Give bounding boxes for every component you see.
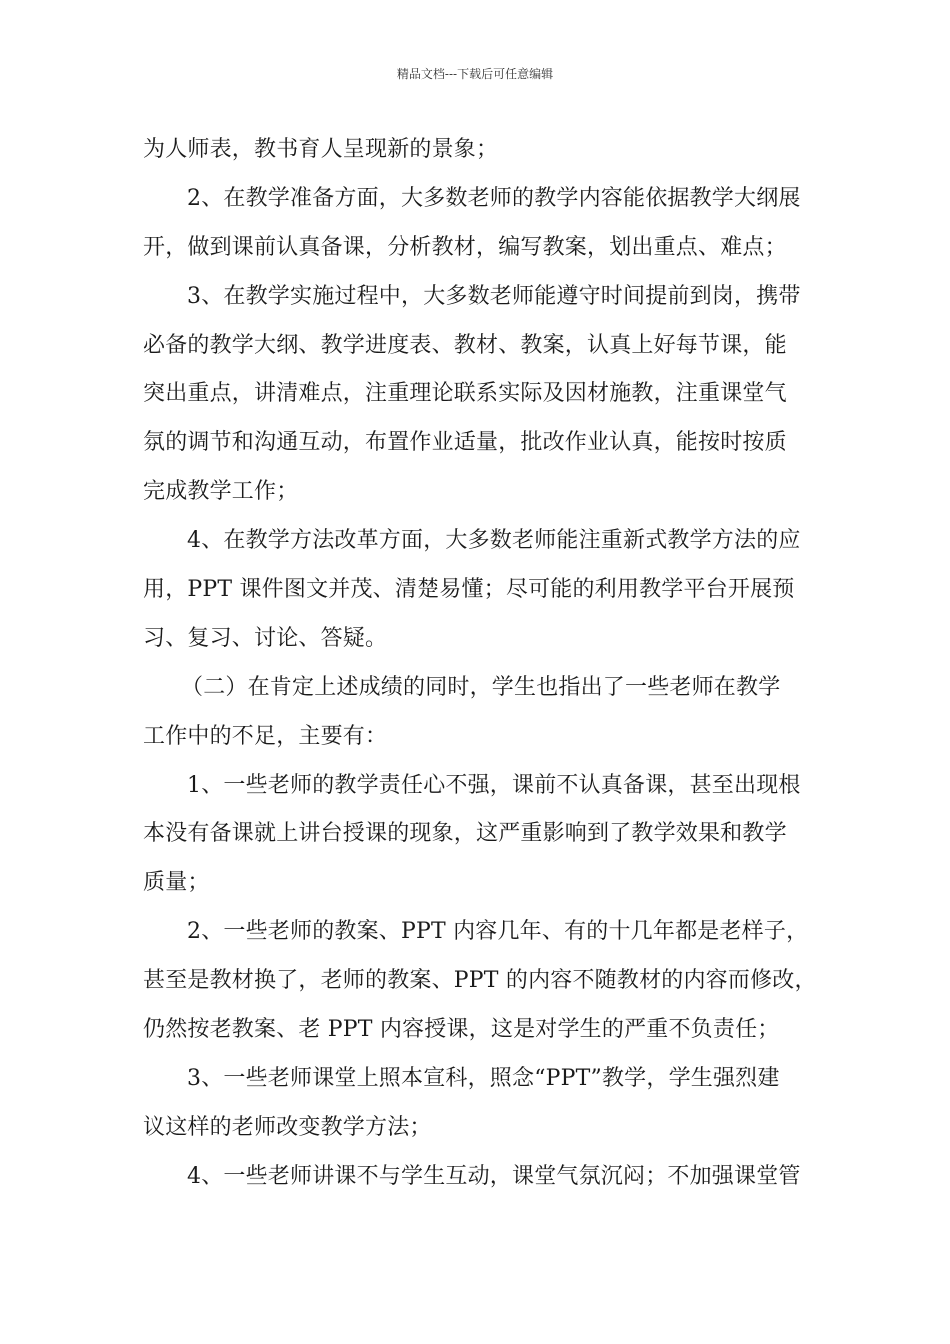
page-header: 精品文档---下载后可任意编辑 bbox=[396, 67, 554, 81]
section-heading: （二）在肯定上述成绩的同时，学生也指出了一些老师在教学 bbox=[181, 674, 781, 700]
text-line: 质量； bbox=[143, 870, 210, 896]
text-line: 3、在教学实施过程中，大多数老师能遵守时间提前到岗，携带 bbox=[187, 283, 801, 309]
text-line: 氛的调节和沟通互动，布置作业适量，批改作业认真，能按时按质 bbox=[143, 430, 787, 456]
text-line: 2、一些老师的教案、PPT 内容几年、有的十几年都是老样子， bbox=[187, 919, 809, 945]
text-line: 3、一些老师课堂上照本宣科，照念“PPT”教学，学生强烈建 bbox=[187, 1065, 780, 1091]
text-line: 用，PPT 课件图文并茂、清楚易懂；尽可能的利用教学平台开展预 bbox=[143, 577, 795, 603]
text-line: 为人师表，教书育人呈现新的景象； bbox=[143, 137, 499, 162]
text-line: 习、复习、讨论、答疑。 bbox=[143, 625, 388, 651]
document-body bbox=[143, 126, 817, 1202]
text-line: 甚至是教材换了，老师的教案、PPT 的内容不随教材的内容而修改， bbox=[143, 968, 817, 994]
text-line: 工作中的不足，主要有： bbox=[143, 723, 388, 749]
text-line: 2、在教学准备方面，大多数老师的教学内容能依据教学大纲展 bbox=[187, 185, 801, 211]
text-line: 完成教学工作； bbox=[143, 479, 299, 505]
text-line: 本没有备课就上讲台授课的现象，这严重影响到了教学效果和教学 bbox=[143, 821, 787, 847]
text-line: 开，做到课前认真备课，分析教材，编写教案，划出重点、难点； bbox=[143, 234, 787, 260]
text-line: 4、一些老师讲课不与学生互动，课堂气氛沉闷；不加强课堂管 bbox=[187, 1163, 801, 1189]
text-line: 突出重点，讲清难点，注重理论联系实际及因材施教，注重课堂气 bbox=[143, 381, 787, 407]
text-line: 1、一些老师的教学责任心不强，课前不认真备课，甚至出现根 bbox=[187, 772, 801, 798]
text-line: 必备的教学大纲、教学进度表、教材、教案，认真上好每节课，能 bbox=[143, 332, 787, 358]
text-line: 4、在教学方法改革方面，大多数老师能注重新式教学方法的应 bbox=[187, 528, 801, 554]
text-line: 议这样的老师改变教学方法； bbox=[143, 1114, 432, 1140]
text-line: 仍然按老教案、老 PPT 内容授课，这是对学生的严重不负责任； bbox=[143, 1017, 780, 1043]
